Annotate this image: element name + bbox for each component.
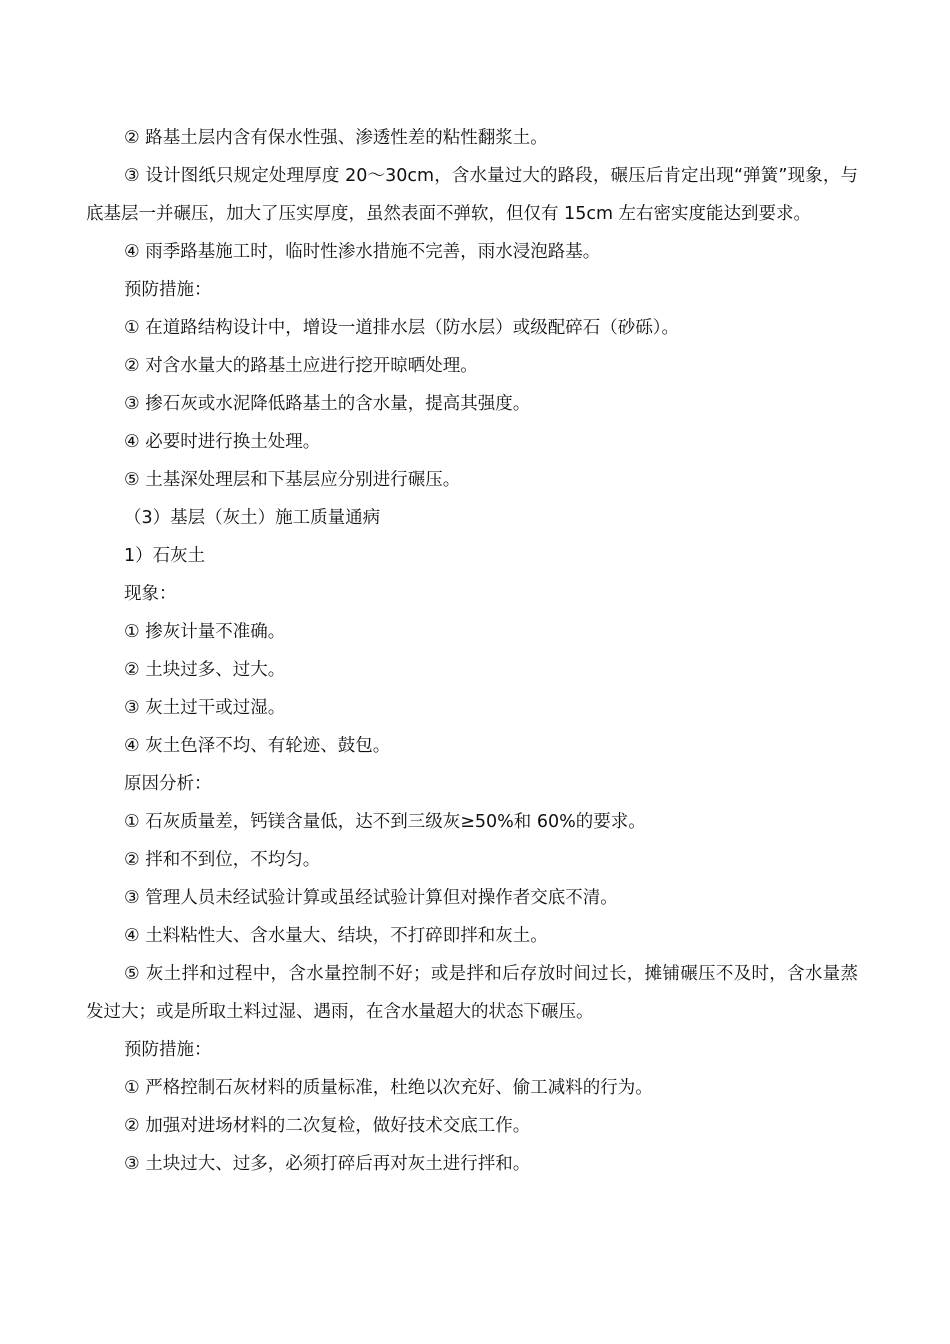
section-heading: （3）基层（灰土）施工质量通病 [124,508,381,528]
paragraph: ④ 雨季路基施工时，临时性渗水措施不完善，雨水浸泡路基。 [124,242,601,262]
paragraph: ③ 掺石灰或水泥降低路基土的含水量，提高其强度。 [124,394,531,414]
paragraph: ④ 土料粘性大、含水量大、结块，不打碎即拌和灰土。 [124,926,548,946]
paragraph: ⑤ 灰土拌和过程中，含水量控制不好；或是拌和后存放时间过长，摊铺碾压不及时，含水量蒸发过大；或是所取土料过湿、遇雨，在含水量超大的状态下碾压。 [86,964,858,1022]
paragraph: ① 严格控制石灰材料的质量标准，杜绝以次充好、偷工减料的行为。 [124,1078,653,1098]
subsection-heading: 1）石灰土 [124,546,206,566]
paragraph: ② 拌和不到位，不均匀。 [124,850,321,870]
paragraph: ③ 土块过大、过多，必须打碎后再对灰土进行拌和。 [124,1154,531,1174]
section-label: 现象： [124,584,177,604]
paragraph: ④ 灰土色泽不均、有轮迹、鼓包。 [124,736,391,756]
paragraph: ② 路基土层内含有保水性强、渗透性差的粘性翻浆土。 [124,128,548,148]
paragraph: ② 加强对进场材料的二次复检，做好技术交底工作。 [124,1116,531,1136]
section-label: 原因分析： [124,774,212,794]
section-label: 预防措施： [124,280,212,300]
paragraph: ⑤ 土基深处理层和下基层应分别进行碾压。 [124,470,461,490]
paragraph: ② 土块过多、过大。 [124,660,286,680]
section-label: 预防措施： [124,1040,212,1060]
paragraph: ① 在道路结构设计中，增设一道排水层（防水层）或级配碎石（砂砾）。 [124,318,679,338]
document-body [86,119,858,1183]
paragraph: ③ 管理人员未经试验计算或虽经试验计算但对操作者交底不清。 [124,888,618,908]
paragraph: ③ 灰土过干或过湿。 [124,698,286,718]
paragraph: ③ 设计图纸只规定处理厚度 20～30cm，含水量过大的路段，碾压后肯定出现“弹簧”现象，与底基层一并碾压，加大了压实厚度，虽然表面不弹软，但仅有 15cm 左右密实度能达到要求。 [86,166,858,224]
paragraph: ① 石灰质量差，钙镁含量低，达不到三级灰≥50%和 60%的要求。 [124,812,646,832]
paragraph: ② 对含水量大的路基土应进行挖开晾晒处理。 [124,356,478,376]
paragraph: ① 掺灰计量不准确。 [124,622,286,642]
paragraph: ④ 必要时进行换土处理。 [124,432,321,452]
